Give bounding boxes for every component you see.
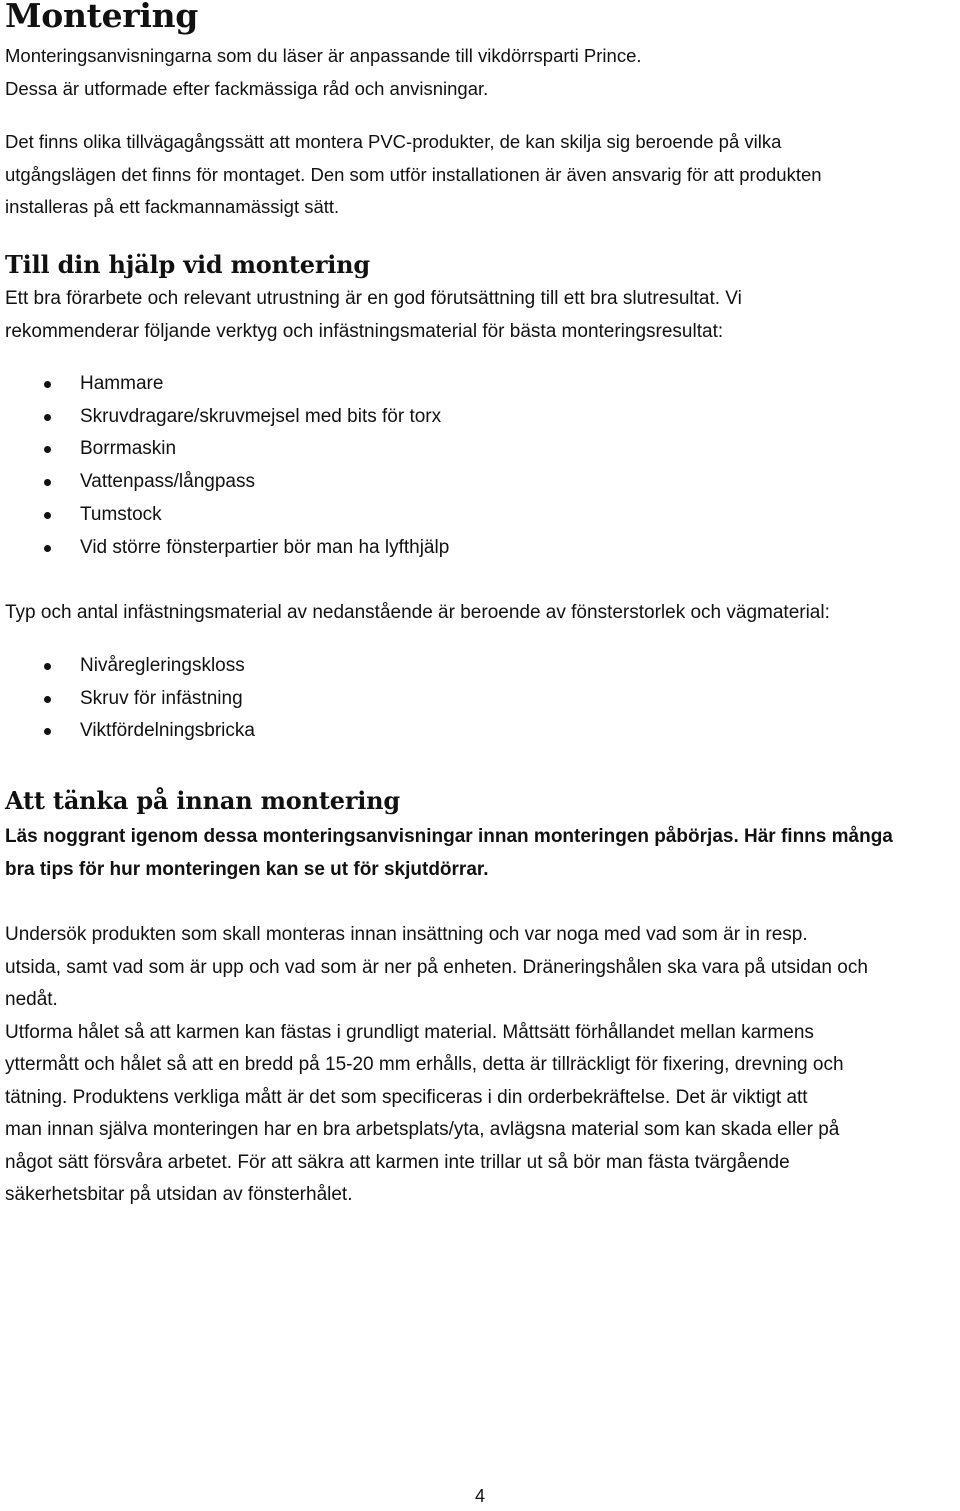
list-item xyxy=(5,532,957,565)
list-item xyxy=(5,715,957,748)
intro-line: utgångslägen det finns för montaget. Den som utför installationen är även ansvarig för att produkten xyxy=(5,163,822,185)
bullet-icon xyxy=(44,479,51,486)
list-item-label: Skruv för infästning xyxy=(80,687,243,709)
list-item-label: Viktfördelningsbricka xyxy=(80,720,255,742)
paragraph-line: Utforma hålet så att karmen kan fästas i grundligt material. Måttsätt förhållandet mellan karmens xyxy=(5,1021,814,1043)
bullet-icon xyxy=(44,663,51,670)
list-item-label: Vid större fönsterpartier bör man ha lyfthjälp xyxy=(80,536,450,558)
page-number: 4 xyxy=(474,1486,485,1506)
list-item-label: Hammare xyxy=(80,373,164,394)
paragraph-line: tätning. Produktens verkliga mått är det som specificeras i din orderbekräftelse. Det är viktigt att xyxy=(5,1086,808,1108)
paragraph-line: nedåt. xyxy=(5,989,58,1010)
list-item xyxy=(5,368,957,401)
help-line: Ett bra förarbete och relevant utrustning är en god förutsättning till ett bra slutresultat. Vi xyxy=(5,288,742,309)
bullet-icon xyxy=(44,545,51,552)
list-item-label: Skruvdragare/skruvmejsel med bits för torx xyxy=(80,405,442,427)
tools-list xyxy=(5,368,957,564)
intro-line: Monteringsanvisningarna som du läser är anpassande till vikdörrsparti Prince. xyxy=(5,45,642,66)
bold-line: Läs noggrant igenom dessa monteringsanvisningar innan monteringen påbörjas. Här finns många xyxy=(5,826,893,847)
paragraph-line: Undersök produkten som skall monteras innan insättning och var noga med vad som är in resp. xyxy=(5,924,808,945)
before-paragraph xyxy=(5,919,957,1212)
intro-paragraph-2 xyxy=(5,126,957,224)
bullet-icon xyxy=(44,696,51,703)
list-item xyxy=(5,499,957,532)
list-item-label: Tumstock xyxy=(80,503,162,525)
intro-line: Dessa är utformade efter fackmässiga råd och anvisningar. xyxy=(5,77,489,99)
materials-list xyxy=(5,650,957,748)
list-item-label: Borrmaskin xyxy=(80,438,177,460)
bold-notice xyxy=(5,821,957,886)
paragraph-line: man innan själva monteringen har en bra arbetsplats/yta, avlägsna material som kan skada eller på xyxy=(5,1119,840,1140)
paragraph-line: något sätt försvåra arbetet. För att säkra att karmen inte trillar ut så bör man fästa tvärgående xyxy=(5,1151,790,1173)
help-line: rekommenderar följande verktyg och infästningsmaterial för bästa monteringsresultat: xyxy=(5,320,724,342)
intro-line: Det finns olika tillvägagångssätt att montera PVC-produkter, de kan skilja sig beroende på vilka xyxy=(5,131,782,152)
list-item-label: Vattenpass/långpass xyxy=(80,471,255,493)
paragraph-line: säkerhetsbitar på utsidan av fönsterhålet. xyxy=(5,1184,353,1205)
list-item-label: Nivåregleringskloss xyxy=(80,655,245,676)
list-item xyxy=(5,401,957,434)
bullet-icon xyxy=(44,728,51,735)
paragraph-line: yttermått och hålet så att en bredd på 15-20 mm erhålls, detta är tillräckligt för fixering, drevning och xyxy=(5,1054,844,1075)
intro-paragraph-1 xyxy=(5,40,957,105)
intro-line: installeras på ett fackmannamässigt sätt. xyxy=(5,196,340,217)
help-paragraph xyxy=(5,283,957,348)
list-item xyxy=(5,466,957,499)
bullet-icon xyxy=(44,512,51,519)
bullet-icon xyxy=(44,381,51,388)
bold-line: bra tips för hur monteringen kan se ut för skjutdörrar. xyxy=(5,858,489,880)
page-title: Montering xyxy=(5,0,199,35)
bullet-icon xyxy=(44,446,51,453)
section-heading-help: Till din hjälp vid montering xyxy=(5,250,371,279)
list-item xyxy=(5,650,957,683)
section-heading-before: Att tänka på innan montering xyxy=(5,786,401,815)
bullet-icon xyxy=(44,414,51,421)
materials-intro: Typ och antal infästningsmaterial av nedanstående är beroende av fönsterstorlek och vägmaterial: xyxy=(5,602,830,623)
list-item xyxy=(5,433,957,466)
list-item xyxy=(5,683,957,716)
paragraph-line: utsida, samt vad som är upp och vad som är ner på enheten. Dräneringshålen ska vara på utsidan och xyxy=(5,956,868,978)
